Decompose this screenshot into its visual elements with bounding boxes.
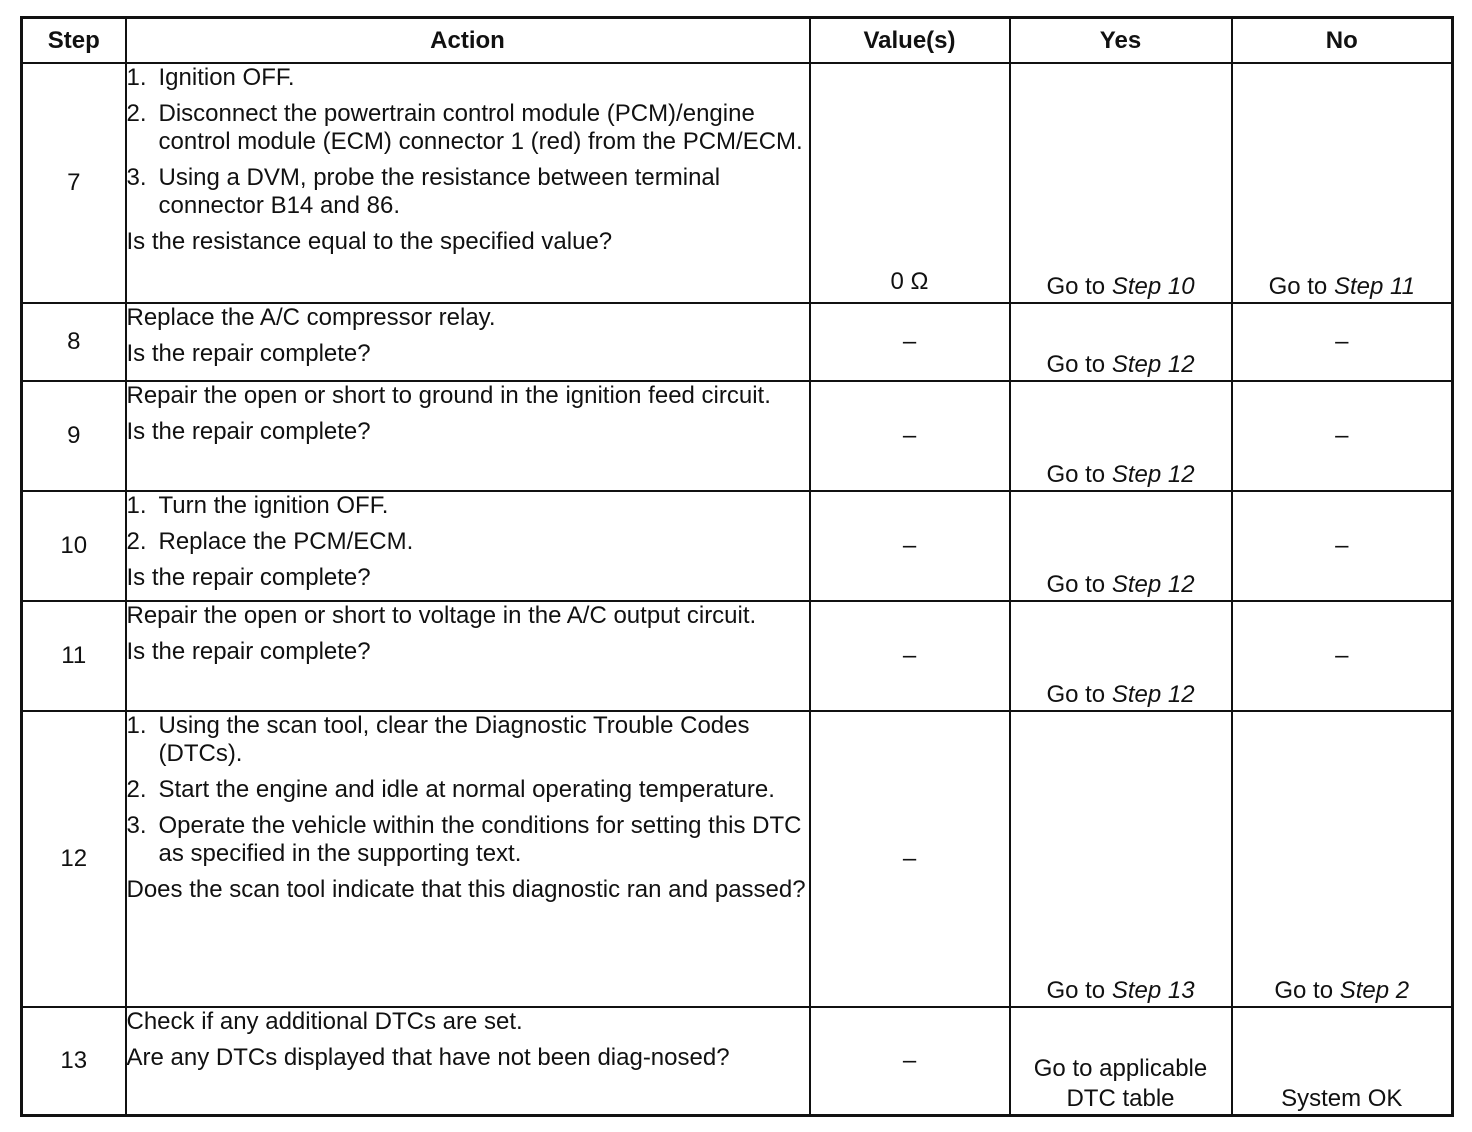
action-cell	[126, 63, 810, 303]
header-values: Value(s)	[810, 18, 1010, 64]
action-question: Does the scan tool indicate that this diagnostic ran and passed?	[126, 876, 806, 903]
no-cell: –	[1232, 381, 1453, 491]
step-number: 7	[22, 63, 126, 303]
yes-cell: Go to Step 12	[1010, 381, 1232, 491]
header-action: Action	[126, 18, 810, 64]
header-row	[22, 18, 1453, 64]
substep: 1. Using the scan tool, clear the Diagnostic Trouble Codes (DTCs).	[126, 712, 750, 767]
no-cell: –	[1232, 491, 1453, 601]
no-cell: –	[1232, 601, 1453, 711]
yes-cell: Go to Step 12	[1010, 601, 1232, 711]
step-number: 8	[22, 303, 126, 381]
no-cell: Go to Step 11	[1232, 63, 1453, 303]
substep: 2. Disconnect the powertrain control module (PCM)/engine control module (ECM) connector 1 (red) from the PCM/ECM.	[126, 100, 803, 155]
yes-cell: Go to Step 10	[1010, 63, 1232, 303]
header-no: No	[1232, 18, 1453, 64]
action-text: Check if any additional DTCs are set.	[126, 1008, 523, 1035]
action-question: Is the repair complete?	[126, 638, 371, 665]
action-text: Repair the open or short to ground in the ignition feed circuit.	[126, 382, 771, 409]
action-cell	[126, 711, 810, 1007]
no-cell: System OK	[1232, 1007, 1453, 1115]
step-number: 11	[22, 601, 126, 711]
yes-cell: Go to Step 12	[1010, 491, 1232, 601]
table-row	[22, 303, 1453, 381]
action-question: Is the repair complete?	[126, 418, 371, 445]
table-row	[22, 491, 1453, 601]
yes-cell: Go to Step 13	[1010, 711, 1232, 1007]
header-yes: Yes	[1010, 18, 1232, 64]
table-row	[22, 1007, 1453, 1115]
step-number: 10	[22, 491, 126, 601]
action-text: Repair the open or short to voltage in the A/C output circuit.	[126, 602, 757, 629]
yes-cell: Go to Step 12	[1010, 303, 1232, 381]
value-cell: –	[810, 1007, 1010, 1115]
action-cell	[126, 1007, 810, 1115]
substep-list	[127, 64, 809, 220]
action-question: Is the repair complete?	[126, 340, 371, 367]
value-cell: 0 Ω	[810, 63, 1010, 303]
step-number: 12	[22, 711, 126, 1007]
header-step: Step	[22, 18, 126, 64]
substep-list	[127, 712, 809, 868]
table-row	[22, 711, 1453, 1007]
action-cell	[126, 381, 810, 491]
action-cell	[126, 491, 810, 601]
action-question: Is the repair complete?	[126, 564, 371, 591]
action-cell	[126, 601, 810, 711]
action-text: Replace the A/C compressor relay.	[126, 304, 496, 331]
value-cell: –	[810, 711, 1010, 1007]
action-question: Is the resistance equal to the specified value?	[126, 228, 613, 255]
substep: 3. Operate the vehicle within the conditions for setting this DTC as specified in the supporting text.	[126, 812, 802, 867]
diagnostic-table	[20, 16, 1454, 1117]
yes-cell: Go to applicable DTC table	[1010, 1007, 1232, 1115]
value-cell: –	[810, 601, 1010, 711]
step-number: 13	[22, 1007, 126, 1115]
substep: 1. Turn the ignition OFF.	[126, 492, 389, 519]
value-cell: –	[810, 303, 1010, 381]
step-number: 9	[22, 381, 126, 491]
table-row	[22, 381, 1453, 491]
table-row	[22, 601, 1453, 711]
value-cell: –	[810, 491, 1010, 601]
table-row	[22, 63, 1453, 303]
substep: 2. Replace the PCM/ECM.	[126, 528, 414, 555]
action-question: Are any DTCs displayed that have not been diag-nosed?	[126, 1044, 730, 1071]
value-cell: –	[810, 381, 1010, 491]
diagnostic-table-page	[20, 16, 1451, 1117]
action-cell	[126, 303, 810, 381]
substep: 1. Ignition OFF.	[126, 64, 295, 91]
no-cell: –	[1232, 303, 1453, 381]
substep-list	[127, 492, 809, 556]
substep: 3. Using a DVM, probe the resistance between terminal connector B14 and 86.	[126, 164, 721, 219]
substep: 2. Start the engine and idle at normal operating temperature.	[126, 776, 775, 803]
no-cell: Go to Step 2	[1232, 711, 1453, 1007]
